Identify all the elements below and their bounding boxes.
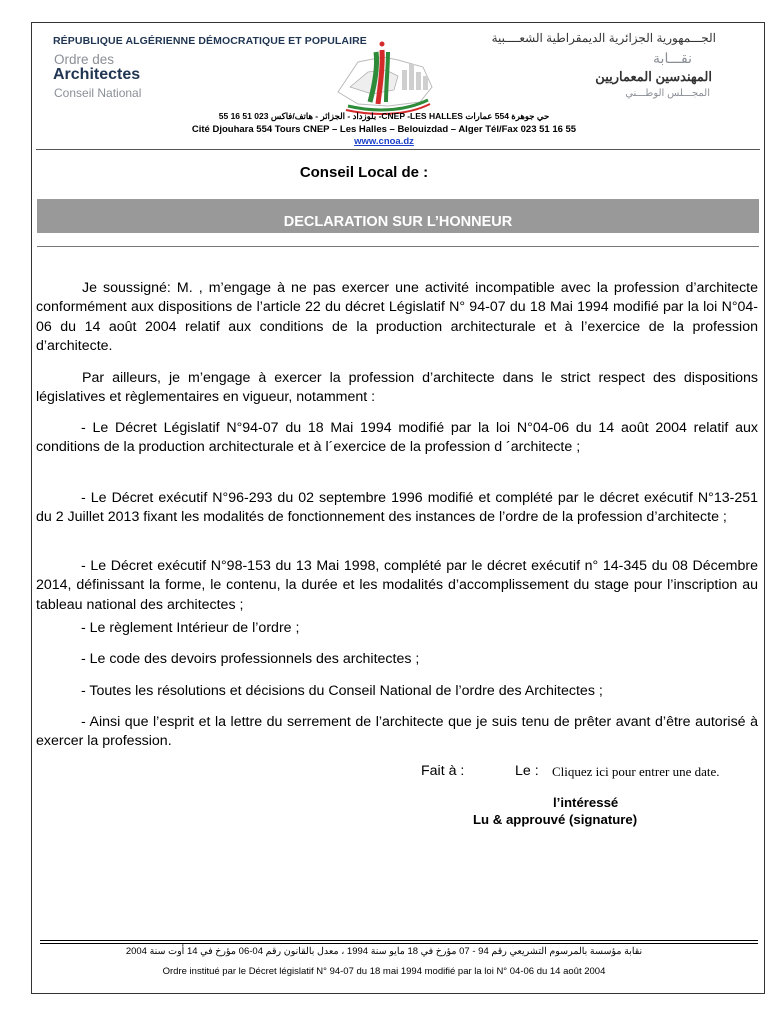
mohandisin-label-ar: المهندسين المعماريين <box>595 69 712 84</box>
address-arabic: حي جوهرة 554 عمارات CNEP -LES HALLES- بلوزداد - الجزائر - هاتف/فاكس 023 51 16 55 <box>218 111 550 121</box>
list-item-code-devoirs: - Le code des devoirs professionnels des architectes ; <box>81 651 420 667</box>
footer-french: Ordre institué par le Décret législatif N° 94-07 du 18 mai 1994 modifié par la loi N° 04-06 du 14 août 2004 <box>162 966 606 977</box>
footer-divider <box>40 940 758 941</box>
list-item-decret-98-153: - Le Décret exécutif N°98-153 du 13 Mai 1998, complété par le décret exécutif n° 14-345 du 08 Décembre 2014, définissant la forme, le contenu, la durée et les modalités d’accomplissement du stage pour l’inscription au tableau national des architectes ; <box>36 558 758 613</box>
fait-a-label: Fait à : <box>421 763 465 779</box>
list-item-reglement: - Le règlement Intérieur de l’ordre ; <box>81 620 300 636</box>
header-divider <box>36 149 760 150</box>
ordre-logo-icon <box>328 32 440 118</box>
republic-title-ar: الجـــمهورية الجزائرية الديمقراطية الشعــــبية <box>491 31 716 45</box>
footer-divider-double <box>40 943 758 944</box>
banner-divider <box>37 246 759 247</box>
architectes-label: Architectes <box>53 66 141 83</box>
list-item-decret-94-07: - Le Décret Législatif N°94-07 du 18 Mai 1994 modifié par la loi N°04-06 du 14 août 2004 relatif aux conditions de la production architecturale et à l´exercice de la profession d ´architecte ; <box>36 420 758 456</box>
conseil-local-heading: Conseil Local de : <box>299 164 429 181</box>
republic-title-fr: RÉPUBLIQUE ALGÉRIENNE DÉMOCRATIQUE ET POPULAIRE <box>53 35 367 47</box>
list-item-decret-96-293: - Le Décret exécutif N°96-293 du 02 septembre 1996 modifié et complété par le décret exécutif N°13-251 du 2 Juillet 2013 fixant les modalités de fonctionnement des instances de l’ordre de la profession d’architecte ; <box>36 490 758 526</box>
paragraph-par-ailleurs: Par ailleurs, je m’engage à exercer la profession d’architecte dans le strict respect des dispositions législatives et règlementaires en vigueur, notamment : <box>36 370 758 406</box>
website-link[interactable]: www.cnoa.dz <box>354 136 414 147</box>
naqaba-label-ar: نقـــابة <box>653 50 692 66</box>
paragraph-engagement: Je soussigné: M. , m’engage à ne pas exercer une activité incompatible avec la profession d’architecte conformément aux dispositions de l’article 22 du décret Législatif N° 94-07 du 18 Mai 1994 modifié par la loi N°04-06 du 14 août 2004 relatif aux conditions de la production architecturale et à l’exercice de la profession d’architecte. <box>36 280 758 355</box>
conseil-national-label: Conseil National <box>54 86 142 100</box>
address-french: Cité Djouhara 554 Tours CNEP – Les Halles – Belouizdad – Alger Tél/Fax 023 51 16 55 <box>191 124 577 135</box>
list-item-serment: - Ainsi que l’esprit et la lettre du serrement de l’architecte que je suis tenu de prêter avant d’être autorisé à exercer la profession. <box>36 714 758 750</box>
ordre-des-label: Ordre des <box>54 52 115 67</box>
signature-label: Lu & approuvé (signature) <box>473 812 638 827</box>
majlis-label-ar: المجـــلس الوطـــني <box>625 88 710 99</box>
list-item-resolutions: - Toutes les résolutions et décisions du Conseil National de l’ordre des Architectes ; <box>81 683 603 699</box>
le-label: Le : <box>515 763 539 779</box>
declaration-title: DECLARATION SUR L’HONNEUR <box>283 214 513 230</box>
declaration-banner <box>37 199 759 233</box>
interesse-label: l’intéressé <box>553 795 619 810</box>
footer-arabic: نقابة مؤسسة بالمرسوم التشريعي رقم 94 - 07 مؤرخ في 18 مايو سنة 1994 ، معدل بالقانون رقم 04-06 مؤرخ في 14 أوت سنة 2004 <box>125 946 643 957</box>
date-picker-field[interactable]: Cliquez ici pour entrer une date. <box>552 764 720 779</box>
